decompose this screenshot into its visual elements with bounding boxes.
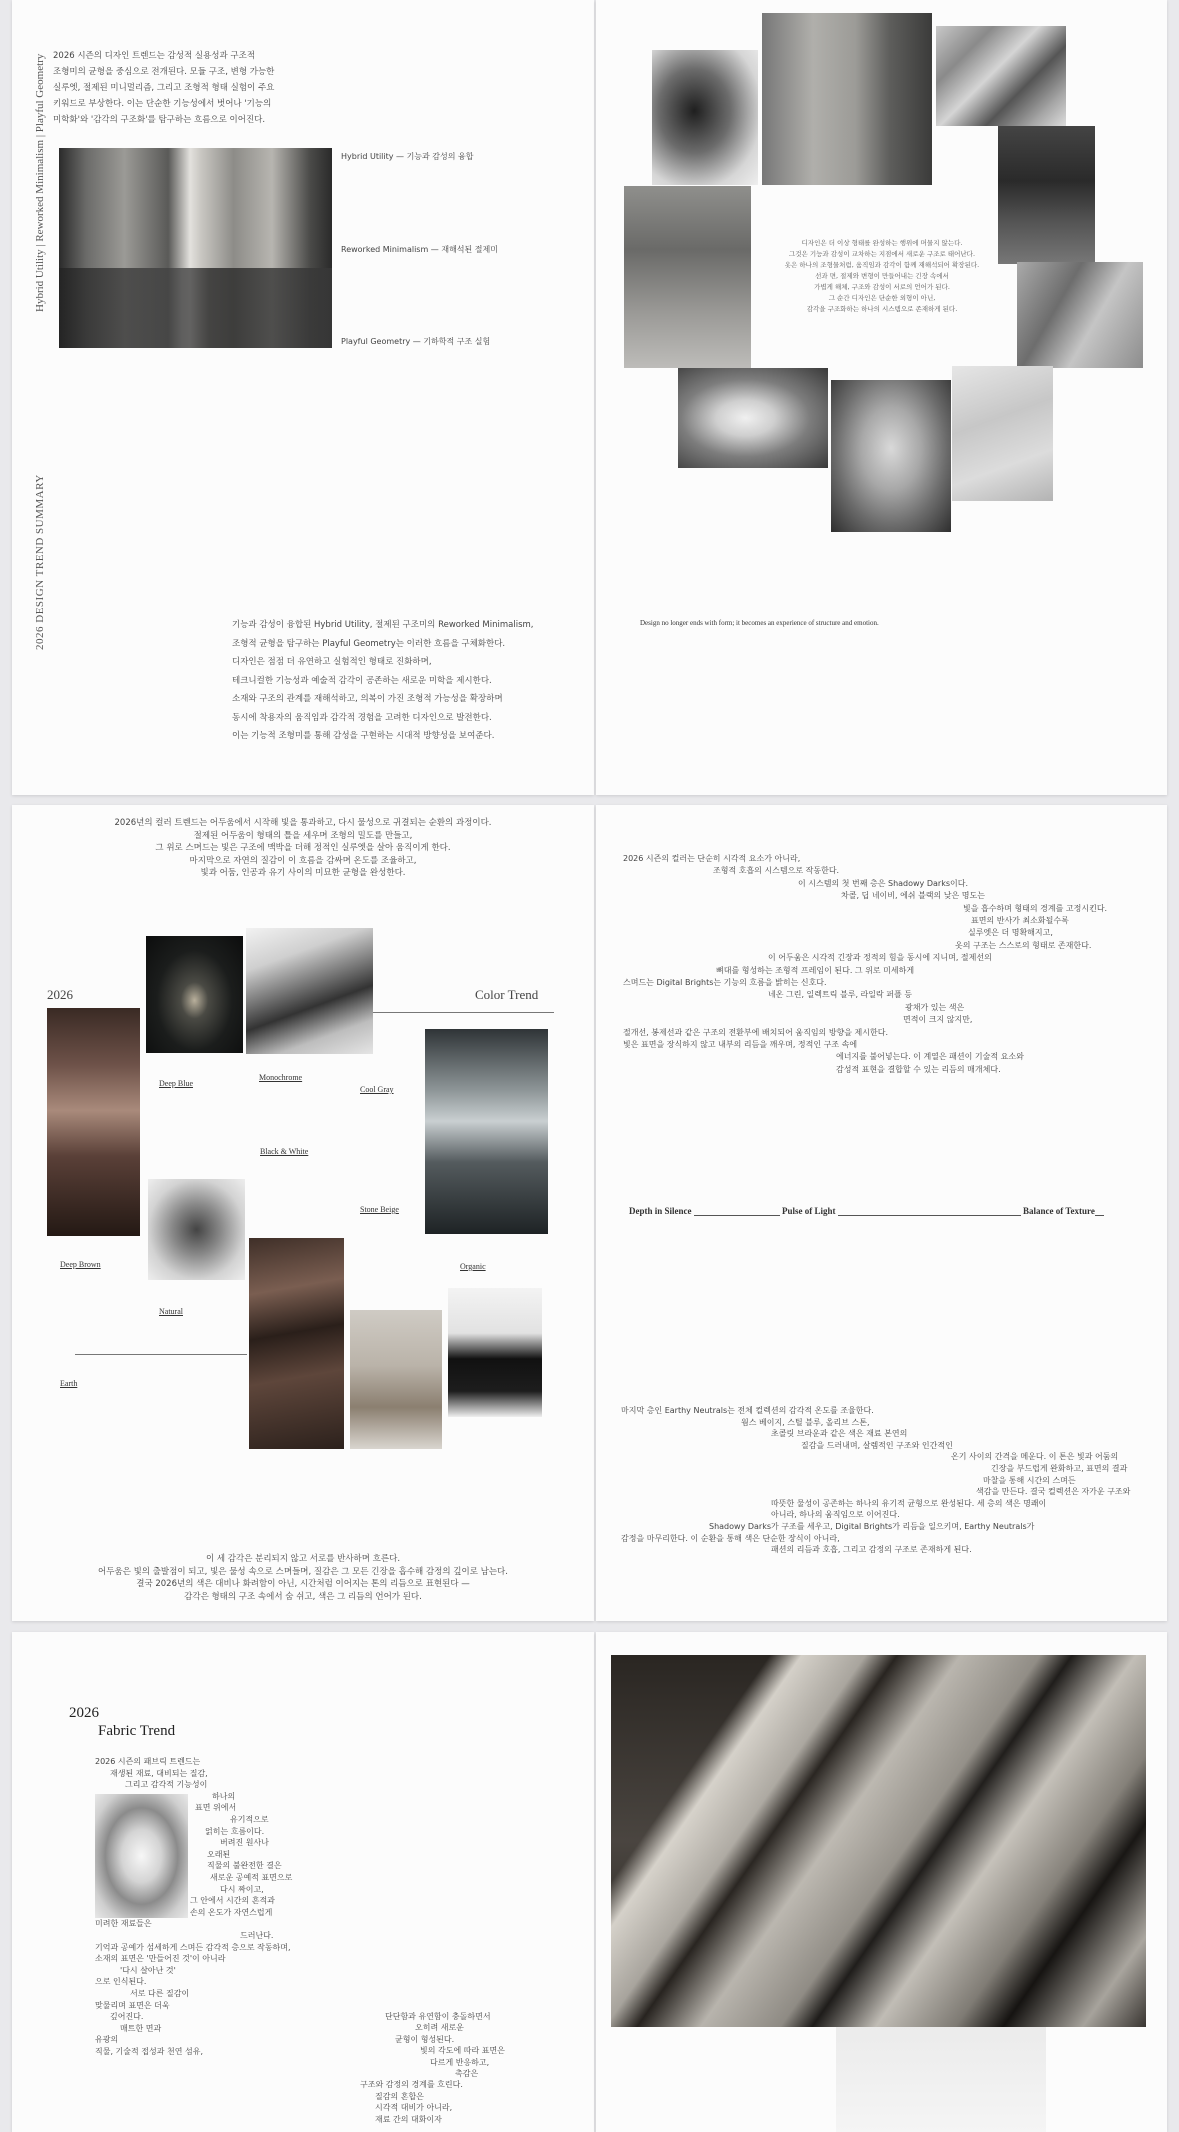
model-photo-pair	[59, 148, 332, 348]
swatch-cool-gray-photo	[425, 1029, 548, 1234]
color-trend-year: 2026	[47, 987, 73, 1002]
label-black-white: Black & White	[260, 1147, 309, 1156]
text-line: 빛을 흡수하며 형태의 경계를 고정시킨다.	[963, 903, 1108, 913]
earth-rule	[75, 1354, 247, 1355]
fabric-title: Fabric Trend	[98, 1723, 176, 1739]
text-line: 유광의	[95, 2035, 119, 2045]
label-organic: Organic	[460, 1262, 486, 1271]
text-line: 온기 사이의 간격을 메운다. 이 톤은 빛과 어둠의	[951, 1452, 1119, 1462]
vertical-title: Hybrid Utility | Reworked Minimalism | Playful Geometry	[34, 53, 46, 312]
text-line: 기억과 공예가 섬세하게 스며든 감각적 층으로 작동하며,	[95, 1942, 291, 1952]
photo-bare-back	[762, 13, 932, 185]
photo-shirt-detail	[952, 366, 1053, 501]
color-intro-paragraph: 2026년의 컬러 트렌드는 어두움에서 시작해 빛을 통과하고, 다시 물성으로 귀결되는 순환의 과정이다. 절제된 어두움이 형태의 틀을 세우며 조형의 밀도를 만들고, 그 위로 스며드는 빛은 구조에 맥박을 더해 정적인 실루엣을 살아 움직이게 한다. 마지막으로 자연의 질감이 이 흐름을 감싸며 온도를 조율하고, 빛과 어둠, 인공과 유기 사이의 미묘한 균형을 완성한다.	[114, 818, 492, 878]
body-paragraph: 기능과 감성이 융합된 Hybrid Utility, 절제된 구조미의 Reworked Minimalism, 조형적 균형을 탐구하는 Playful Geometry는 이러한 흐름을 구체화한다. 디자인은 점점 더 유연하고 실험적인 형태로 진화하며, 테크니컬한 기능성과 예술적 감각이 공존하는 새로운 미학을 제시한다. 소재와 구조의 관계를 재해석하고, 의복이 가진 조형적 가능성을 확장하며 동시에 착용자의 움직임과 감각적 경험을 고려한 디자인으로 발전한다. 이는 기능적 조형미를 통해 감성을 구현하는 시대적 방향성을 보여준다.	[232, 620, 534, 741]
text-line: 하나의	[212, 1791, 236, 1801]
text-line: 긴장을 부드럽게 완화하고, 표면의 결과	[991, 1464, 1128, 1473]
page-trend-summary	[12, 0, 594, 795]
page-fabric-photo	[596, 1632, 1167, 2132]
fabric-closeup-photo	[611, 1655, 1146, 2027]
text-line: 조형적 호흡의 시스템으로 작동한다.	[713, 866, 840, 876]
collage-center-text: 디자인은 더 이상 형태를 완성하는 행위에 머물지 않는다. 그것은 기능과 감성이 교차하는 지점에서 새로운 구조로 태어난다. 옷은 하나의 조형물처럼, 움직임과 감각이 함께 재해석되어 확장된다. 선과 면, 절제와 변형이 만들어내는 긴장 속에서 가볍게 해체, 구조와 감성이 서로의 언어가 된다. 그 순간 디자인은 단순한 외형이 아닌, 감각을 구조화하는 하나의 시스템으로 존재하게 된다.	[784, 239, 980, 313]
page-collage	[596, 0, 1167, 795]
text-line: 소재의 표면은 '만들어진 것'이 아니라	[95, 1954, 226, 1964]
photo-draped-fabric	[1017, 262, 1143, 368]
text-line: 으로 인식된다.	[95, 1977, 147, 1987]
label-earth: Earth	[60, 1379, 78, 1388]
text-line: 마지막 층인 Earthy Neutrals는 전체 컬렉션의 감각적 온도를 조율한다.	[621, 1406, 874, 1415]
text-line: 질감을 드러내며, 살렘적인 구조와 인간적인	[801, 1440, 953, 1450]
text-line: 직물의 불완전한 결은	[207, 1861, 282, 1871]
text-line: 버려진 원사나	[220, 1838, 269, 1848]
text-line: 초콜릿 브라운과 같은 색은 재료 본연의	[771, 1429, 908, 1439]
swatch-organic-photo	[448, 1288, 542, 1417]
text-line: 감성적 표현을 결합할 수 있는 리듬의 매개체다.	[836, 1064, 1001, 1074]
color-trend-rule	[372, 1012, 554, 1013]
text-line: 깊어진다.	[110, 2012, 144, 2022]
text-line: 구조와 감정의 경계를 흐린다.	[360, 2080, 463, 2090]
swatch-natural-photo	[350, 1310, 442, 1449]
text-line: 뼈대를 형성하는 조형적 프레임이 된다. 그 위로 미세하게	[716, 965, 915, 975]
fabric-year: 2026	[69, 1705, 99, 1721]
text-line: 마찰을 통해 시간의 스며든	[983, 1475, 1076, 1485]
fabric-sculpture-photo	[95, 1794, 188, 1918]
label-natural: Natural	[159, 1307, 183, 1316]
text-line: 유기적으로	[230, 1815, 269, 1824]
text-line: 매트한 면과	[120, 2023, 162, 2033]
text-line: 네온 그린, 일렉트릭 블루, 라일락 퍼플 등	[768, 990, 912, 1000]
swatch-deep-brown-photo	[47, 1008, 140, 1236]
caption-playful-geometry: Playful Geometry — 기하학적 구조 실험	[341, 337, 491, 346]
text-line: 오래된	[207, 1849, 231, 1859]
text-line: 감정을 마무리한다. 이 순환을 통해 색은 단순한 장식이 아니라,	[621, 1533, 840, 1543]
text-line: 빛은 표면을 장식하지 않고 내부의 리듬을 깨우며, 정적인 구조 속에	[623, 1040, 858, 1049]
text-line: 직물, 기술적 접성과 천연 섬유,	[95, 2047, 203, 2056]
vertical-summary: 2026 DESIGN TREND SUMMARY	[34, 474, 46, 650]
photo-abstract-squares	[936, 26, 1066, 126]
text-line: 아니라, 하나의 움직임으로 이어진다.	[771, 1510, 900, 1520]
text-line: 미려한 재료들은	[95, 1919, 152, 1929]
text-line: 웜스 베이지, 스틸 블루, 올리브 스톤,	[741, 1417, 870, 1427]
photo-dark-vest	[998, 126, 1095, 264]
text-line: 빛의 각도에 따라 표면은	[420, 2046, 505, 2056]
text-line: 재생된 재료, 대비되는 질감,	[110, 1768, 208, 1778]
text-line: 손의 온도가 자연스럽게	[190, 1907, 273, 1917]
caption-hybrid-utility: Hybrid Utility — 기능과 감성의 융합	[341, 152, 474, 161]
text-line: 2026 시즌의 패브릭 트렌드는	[95, 1757, 201, 1766]
label-deep-blue: Deep Blue	[159, 1079, 193, 1088]
photo-veiled-head	[831, 380, 951, 532]
text-line: 면적이 크지 않지만,	[903, 1015, 973, 1025]
text-line: 질감의 혼합은	[375, 2091, 424, 2101]
intro-paragraph: 2026 시즌의 디자인 트렌드는 감성적 실용성과 구조적 조형미의 균형을 중심으로 전개된다. 모듈 구조, 변형 가능한 실루엣, 절제된 미니멀리즘, 그리고 조형적 형태 실험이 주요 키워드로 부상한다. 이는 단순한 기능성에서 벗어나 '기능의 미학화'와 '감각의 구조화'를 탐구하는 흐름으로 이어진다.	[53, 51, 275, 125]
swatch-earth-photo	[249, 1238, 344, 1449]
text-line: 다시 짜이고,	[220, 1884, 264, 1894]
text-line: 실루엣은 더 명확해지고,	[968, 928, 1053, 938]
text-line: 색감을 만든다. 결국 컬렉션은 자가운 구조와	[976, 1487, 1131, 1497]
text-line: 옷의 구조는 스스로의 형태로 존재한다.	[955, 940, 1092, 950]
text-line: 그 안에서 시간의 흔적과	[190, 1896, 275, 1906]
text-line: 맞물리며 표면은 더욱	[95, 2000, 170, 2010]
text-line: 다르게 반응하고,	[430, 2057, 490, 2067]
text-line: 광채가 있는 색은	[905, 1002, 965, 1012]
text-line: 얽히는 흐름이다.	[205, 1826, 265, 1836]
color-outro-paragraph: 이 세 감각은 분리되지 않고 서로를 반사하며 흐른다. 어두움은 빛의 출발점이 되고, 빛은 물성 속으로 스며들며, 질감은 그 모든 긴장을 흡수해 감정의 깊이로 남는다. 결국 2026년의 색은 대비나 화려함이 아닌, 시간처럼 이어지는 톤의 리듬으로 표현된다 — 감각은 형태의 구조 속에서 숨 쉬고, 색은 그 리듬의 언어가 된다.	[98, 1554, 508, 1602]
text-line: '다시 살아난 것'	[120, 1965, 176, 1975]
text-line: 절개선, 봉제선과 같은 구조의 전환부에 배치되어 움직임의 방향을 제시한다.	[623, 1027, 888, 1037]
color-trend-title: Color Trend	[475, 987, 539, 1002]
header-balance-of-texture: Balance of Texture	[1023, 1206, 1095, 1216]
text-line: 단단함과 유연함이 충돌하면서	[385, 2012, 491, 2021]
text-line: 재료 간의 대화이자	[375, 2114, 442, 2124]
text-line: 촉감은	[455, 2069, 479, 2078]
text-line: 에너지를 불어넣는다. 이 계열은 패션이 기술적 요소와	[836, 1052, 1024, 1062]
label-cool-gray: Cool Gray	[360, 1085, 394, 1094]
text-line: 패션의 리듬과 호흡, 그리고 감정의 구조로 존재하게 된다.	[771, 1545, 972, 1555]
header-pulse-of-light: Pulse of Light	[782, 1206, 836, 1216]
text-line: 균형이 형성된다.	[395, 2034, 455, 2044]
text-line: 서로 다른 질감이	[130, 1989, 190, 1998]
text-line: 이 어두움은 시각적 긴장과 정적의 힘을 동시에 지니며, 절제선의	[768, 953, 992, 963]
label-stone-beige: Stone Beige	[360, 1205, 399, 1214]
text-line: Shadowy Darks가 구조를 세우고, Digital Brights가 리듬을 일으키며, Earthy Neutrals가	[709, 1522, 1035, 1531]
label-deep-brown: Deep Brown	[60, 1260, 101, 1269]
page-color-trend	[12, 805, 594, 1621]
text-line: 차콜, 딥 네이비, 에쉬 블랙의 낮은 명도는	[841, 891, 985, 901]
swatch-monochrome-photo	[246, 928, 373, 1054]
design-quote: Design no longer ends with form; it becomes an experience of structure and emotion.	[640, 619, 879, 627]
swatch-deep-blue-photo	[146, 936, 243, 1053]
page-color-text	[596, 805, 1167, 1621]
label-monochrome: Monochrome	[259, 1073, 303, 1082]
photo-white-sculpture	[678, 368, 828, 468]
text-line: 따뜻한 물성이 공존하는 하나의 유기적 균형으로 완성된다. 세 층의 색은 명쾌이	[771, 1498, 1047, 1508]
photo-textured-jacket	[624, 186, 751, 368]
caption-reworked-minimalism: Reworked Minimalism — 재해석된 절제미	[341, 245, 498, 254]
swatch-stone-photo	[148, 1179, 245, 1280]
text-line: 이 시스템의 첫 번째 층은 Shadowy Darks이다.	[798, 878, 968, 888]
fabric-ghost-photo	[836, 2027, 1046, 2132]
photo-draped-sleeve	[652, 50, 758, 185]
text-line: 2026 시즌의 컬러는 단순히 시각적 요소가 아니라,	[623, 854, 801, 863]
text-line: 스며드는 Digital Brights는 기능의 흐름을 밝히는 신호다.	[623, 978, 827, 987]
text-line: 표면 위에서	[195, 1803, 237, 1813]
header-depth-in-silence: Depth in Silence	[629, 1206, 692, 1216]
text-line: 시각적 대비가 아니라,	[375, 2103, 453, 2113]
text-line: 새로운 공예적 표면으로	[210, 1873, 293, 1882]
text-line: 표면의 반사가 최소화될수록	[971, 916, 1069, 925]
text-line: 오히려 새로운	[415, 2023, 464, 2033]
text-line: 드러난다.	[240, 1931, 274, 1940]
page-fabric-trend	[12, 1632, 594, 2132]
text-line: 그리고 감각적 기능성이	[125, 1780, 208, 1790]
